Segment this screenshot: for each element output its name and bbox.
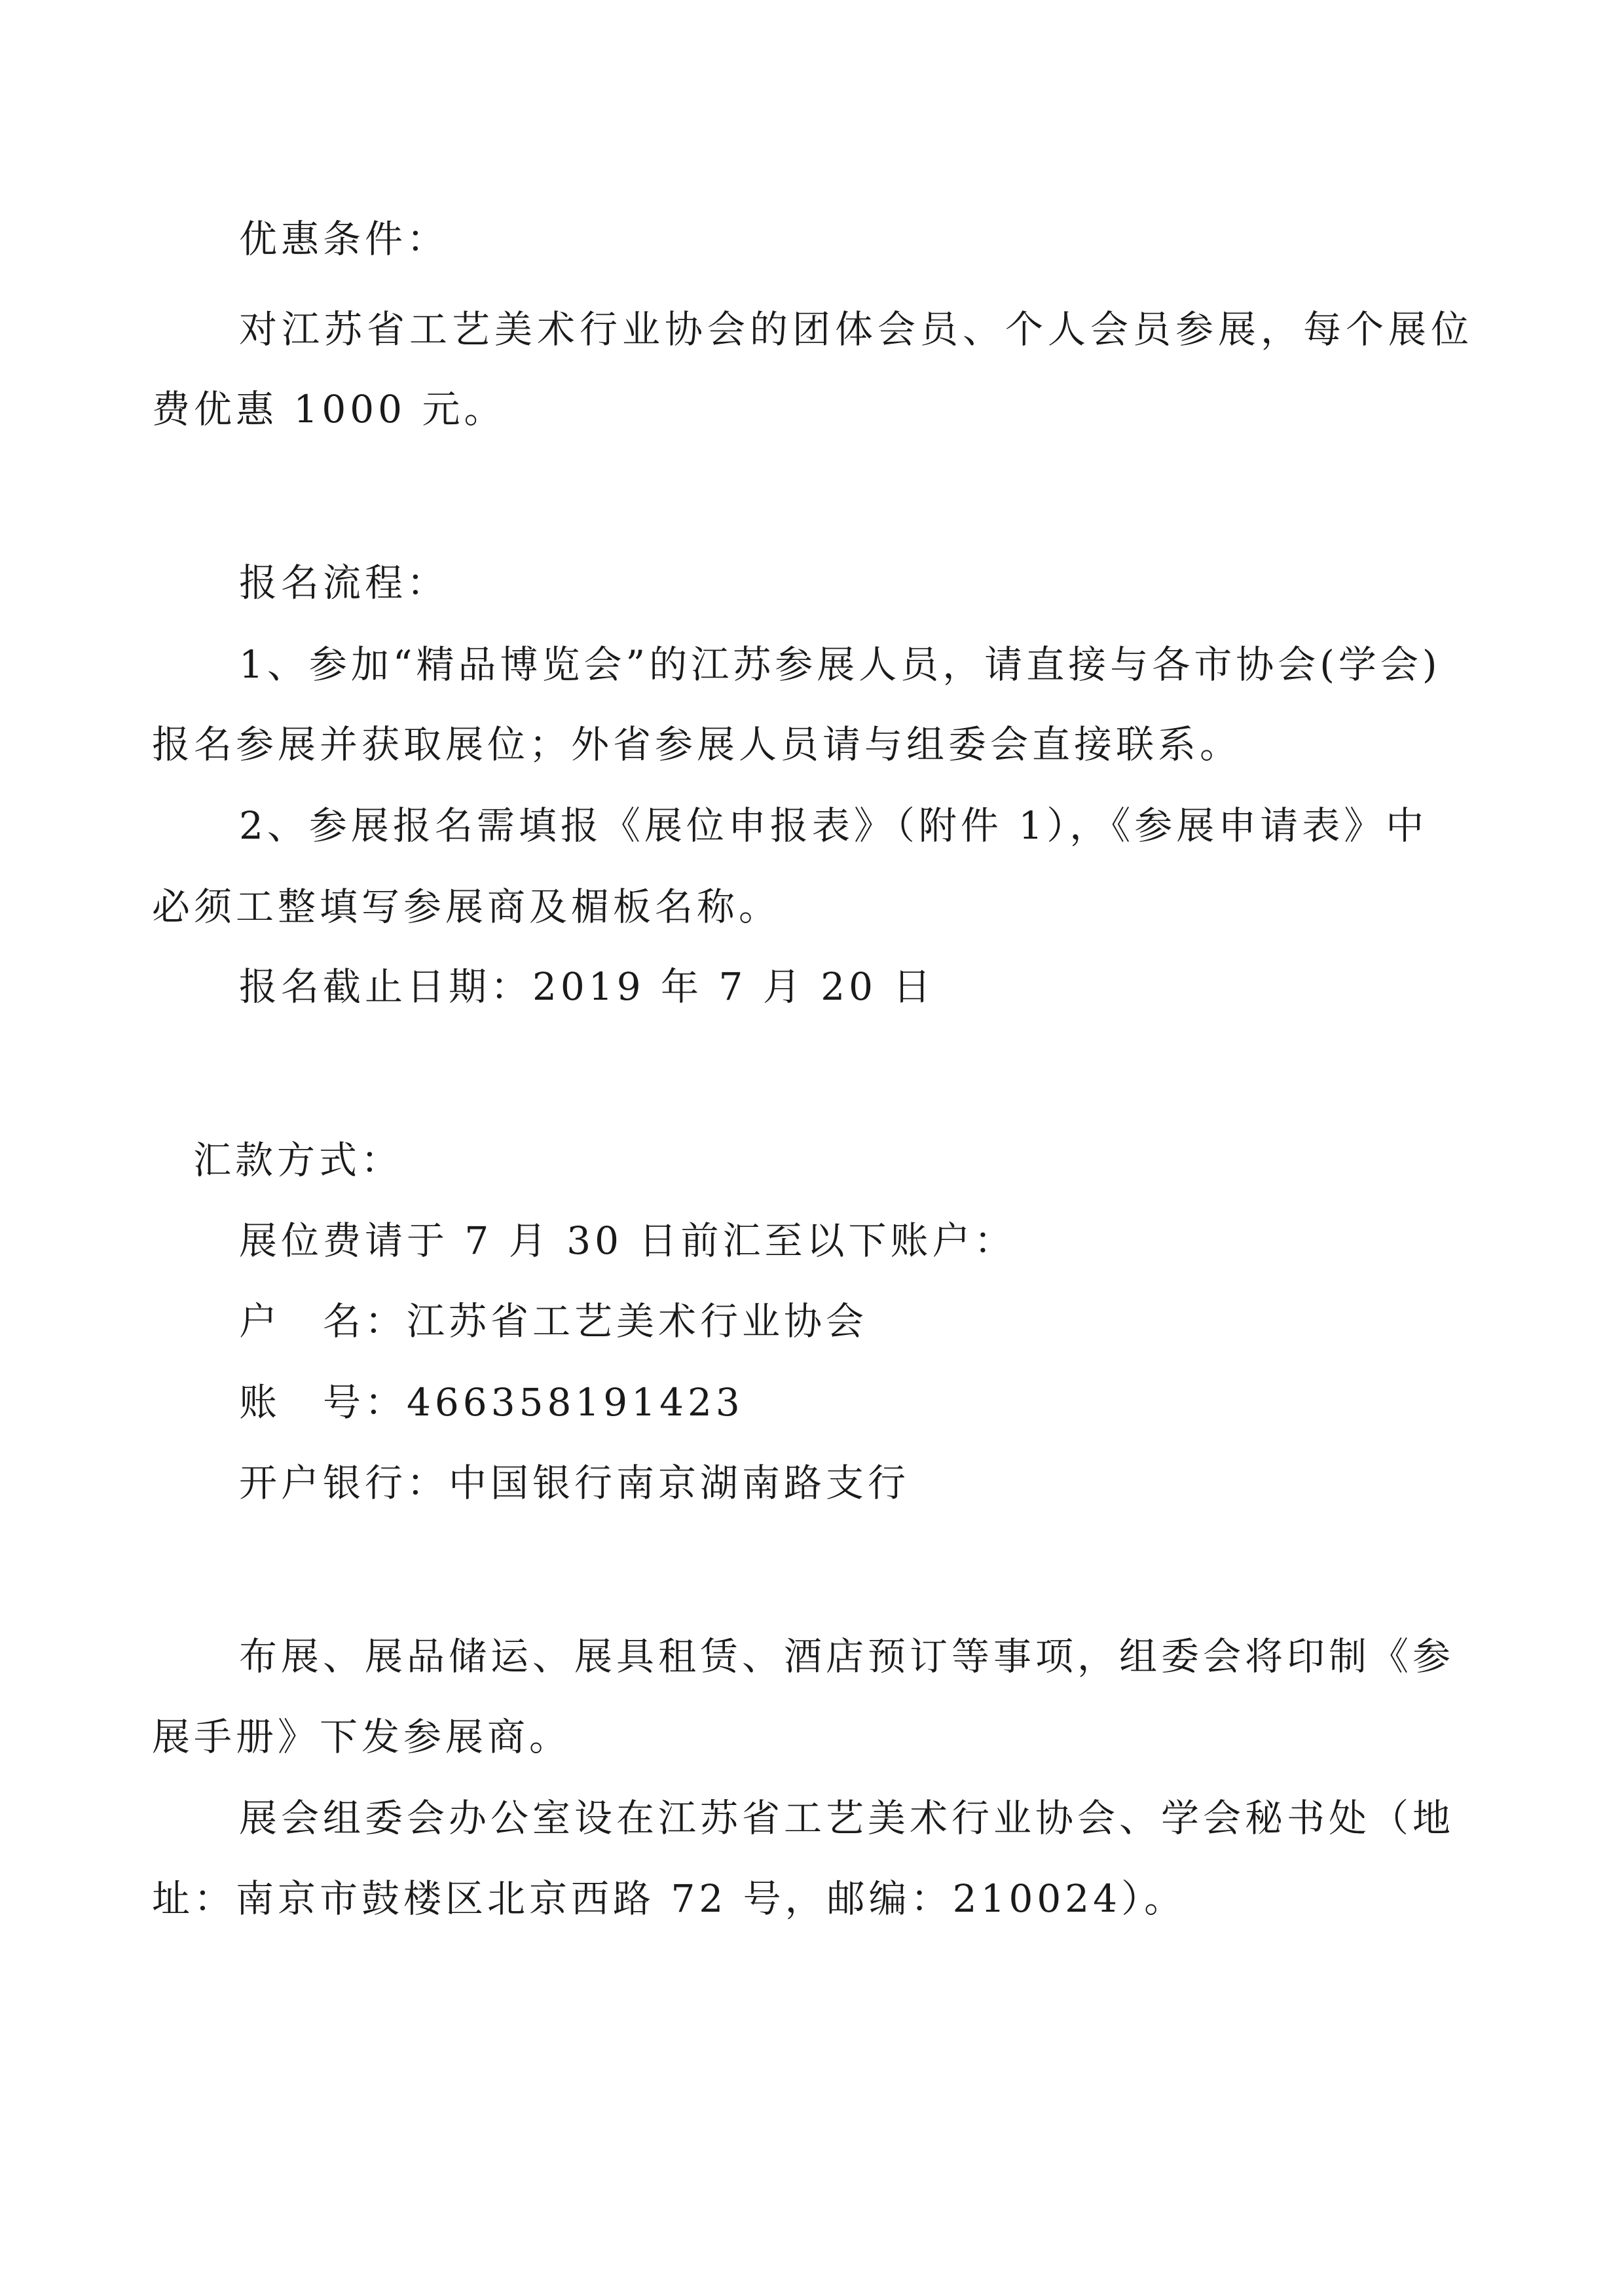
payment-account-name: 户 名：江苏省工艺美术行业协会	[239, 1299, 868, 1343]
registration-step2-line-2: 必须工整填写参展商及楣板名称。	[152, 884, 781, 929]
notes-manual-line-1: 布展、展品储运、展具租赁、酒店预订等事项，组委会将印制《参	[239, 1634, 1455, 1679]
registration-step1-line-2: 报名参展并获取展位；外省参展人员请与组委会直接联系。	[152, 722, 1242, 767]
registration-deadline: 报名截止日期：2019 年 7 月 20 日	[239, 964, 935, 1009]
registration-step1-line-1: 1、参加“精品博览会”的江苏参展人员，请直接与各市协会(学会)	[239, 642, 1441, 687]
registration-heading: 报名流程：	[239, 560, 449, 605]
notes-office-line-1: 展会组委会办公室设在江苏省工艺美术行业协会、学会秘书处（地	[239, 1796, 1455, 1840]
discount-body-line-1: 对江苏省工艺美术行业协会的团体会员、个人会员参展，每个展位	[239, 307, 1474, 352]
payment-heading: 汇款方式：	[193, 1138, 403, 1182]
discount-heading: 优惠条件：	[239, 217, 449, 261]
discount-body-line-2: 费优惠 1000 元。	[152, 387, 506, 431]
registration-step2-line-1: 2、参展报名需填报《展位申报表》（附件 1），《参展申请表》中	[239, 803, 1428, 848]
payment-bank: 开户银行：中国银行南京湖南路支行	[239, 1461, 910, 1505]
notes-office-line-2: 址：南京市鼓楼区北京西路 72 号，邮编：210024）。	[152, 1876, 1187, 1921]
payment-account-number: 账 号：466358191423	[239, 1380, 744, 1425]
notes-manual-line-2: 展手册》下发参展商。	[152, 1715, 572, 1759]
payment-intro: 展位费请于 7 月 30 日前汇至以下账户：	[239, 1218, 1016, 1263]
